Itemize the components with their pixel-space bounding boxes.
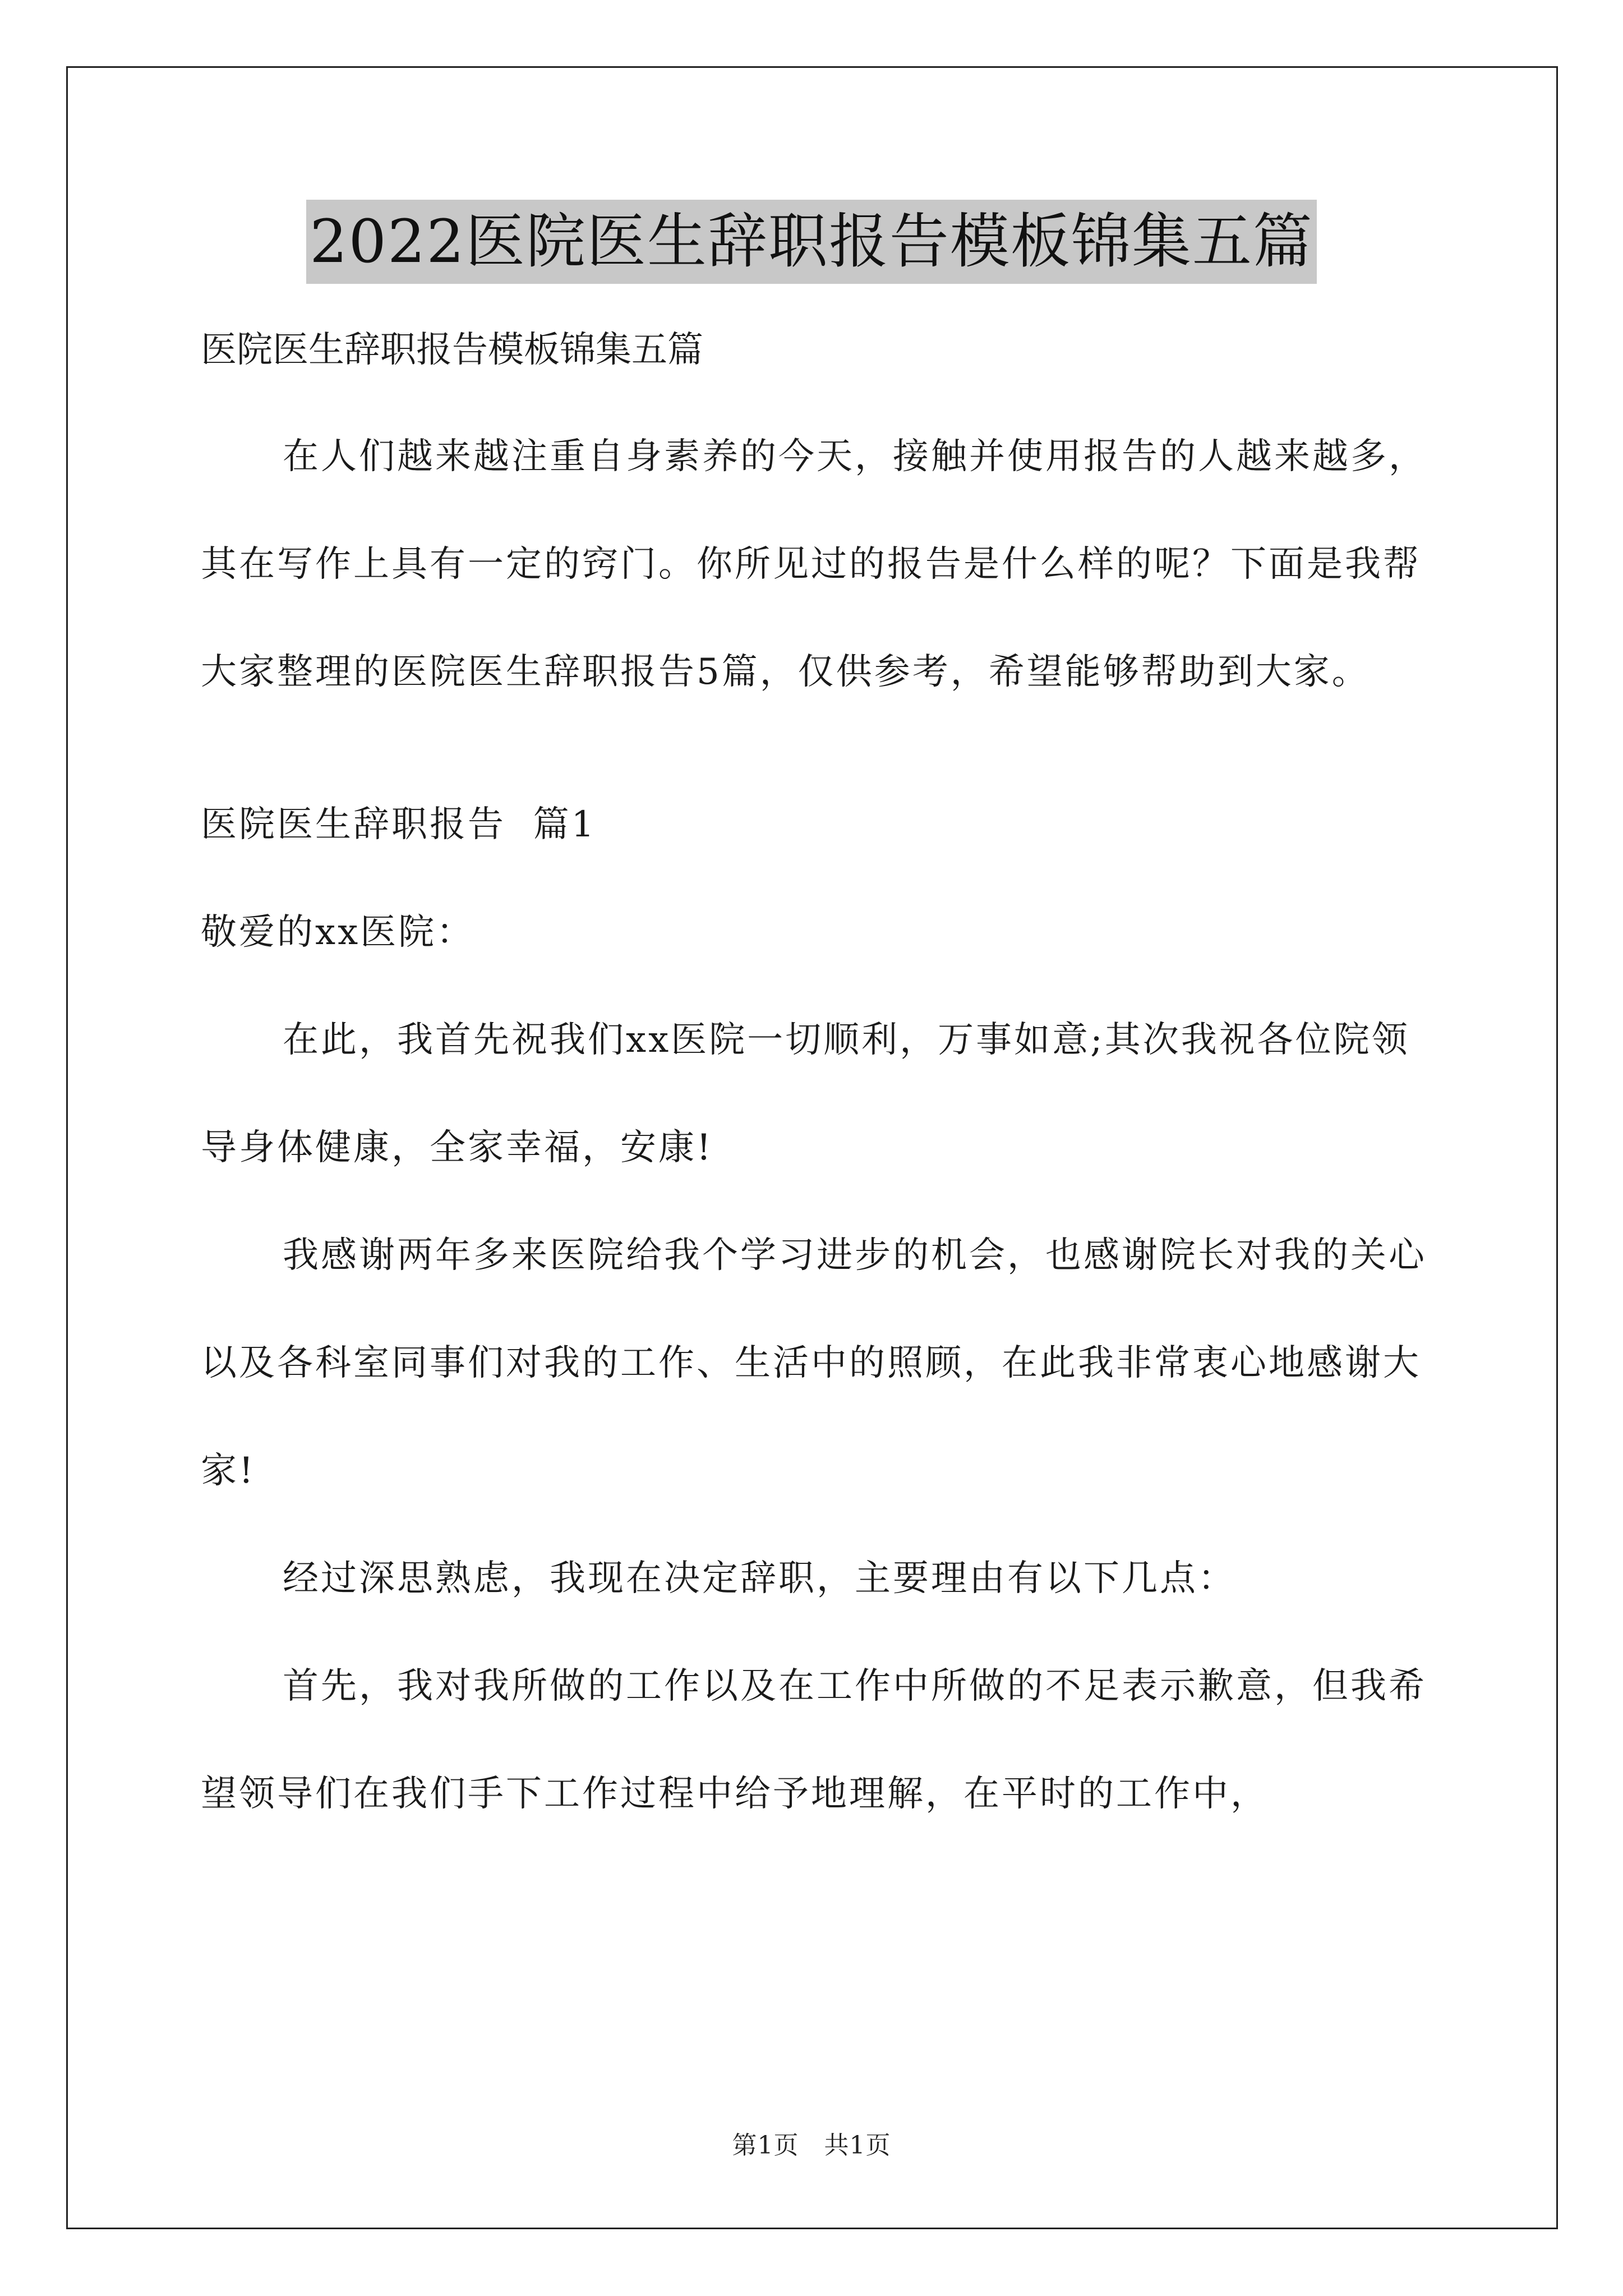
salutation: 敬爱的xx医院： xyxy=(201,912,475,953)
document-body xyxy=(201,314,1435,1848)
body-paragraph: 在此，我首先祝我们xx医院一切顺利，万事如意;其次我祝各位院领导身体健康，全家幸福，安康! xyxy=(201,1019,1410,1168)
body-paragraph: 经过深思熟虑，我现在决定辞职，主要理由有以下几点： xyxy=(283,1558,1236,1599)
section-heading: 医院医生辞职报告 篇1 xyxy=(201,804,597,845)
page-footer: 第1页 共1页 xyxy=(732,2131,891,2160)
section-gap xyxy=(201,726,1435,771)
document-subtitle: 医院医生辞职报告模板锦集五篇 xyxy=(201,329,703,371)
body-paragraph: 首先，我对我所做的工作以及在工作中所做的不足表示歉意，但我希望领导们在我们手下工作过程中给予地理解，在平时的工作中， xyxy=(201,1665,1427,1815)
document-title: 2022医院医生辞职报告模板锦集五篇 xyxy=(306,200,1317,284)
body-paragraph: 我感谢两年多来医院给我个学习进步的机会，也感谢院长对我的关心以及各科室同事们对我的工作、生活中的照顾，在此我非常衷心地感谢大家! xyxy=(201,1235,1427,1492)
title-container xyxy=(0,200,1623,284)
intro-paragraph: 在人们越来越注重自身素养的今天，接触并使用报告的人越来越多，其在写作上具有一定的窍门。你所见过的报告是什么样的呢？下面是我帮大家整理的医院医生辞职报告5篇，仅供参考，希望能够帮助到大家。 xyxy=(201,436,1427,693)
